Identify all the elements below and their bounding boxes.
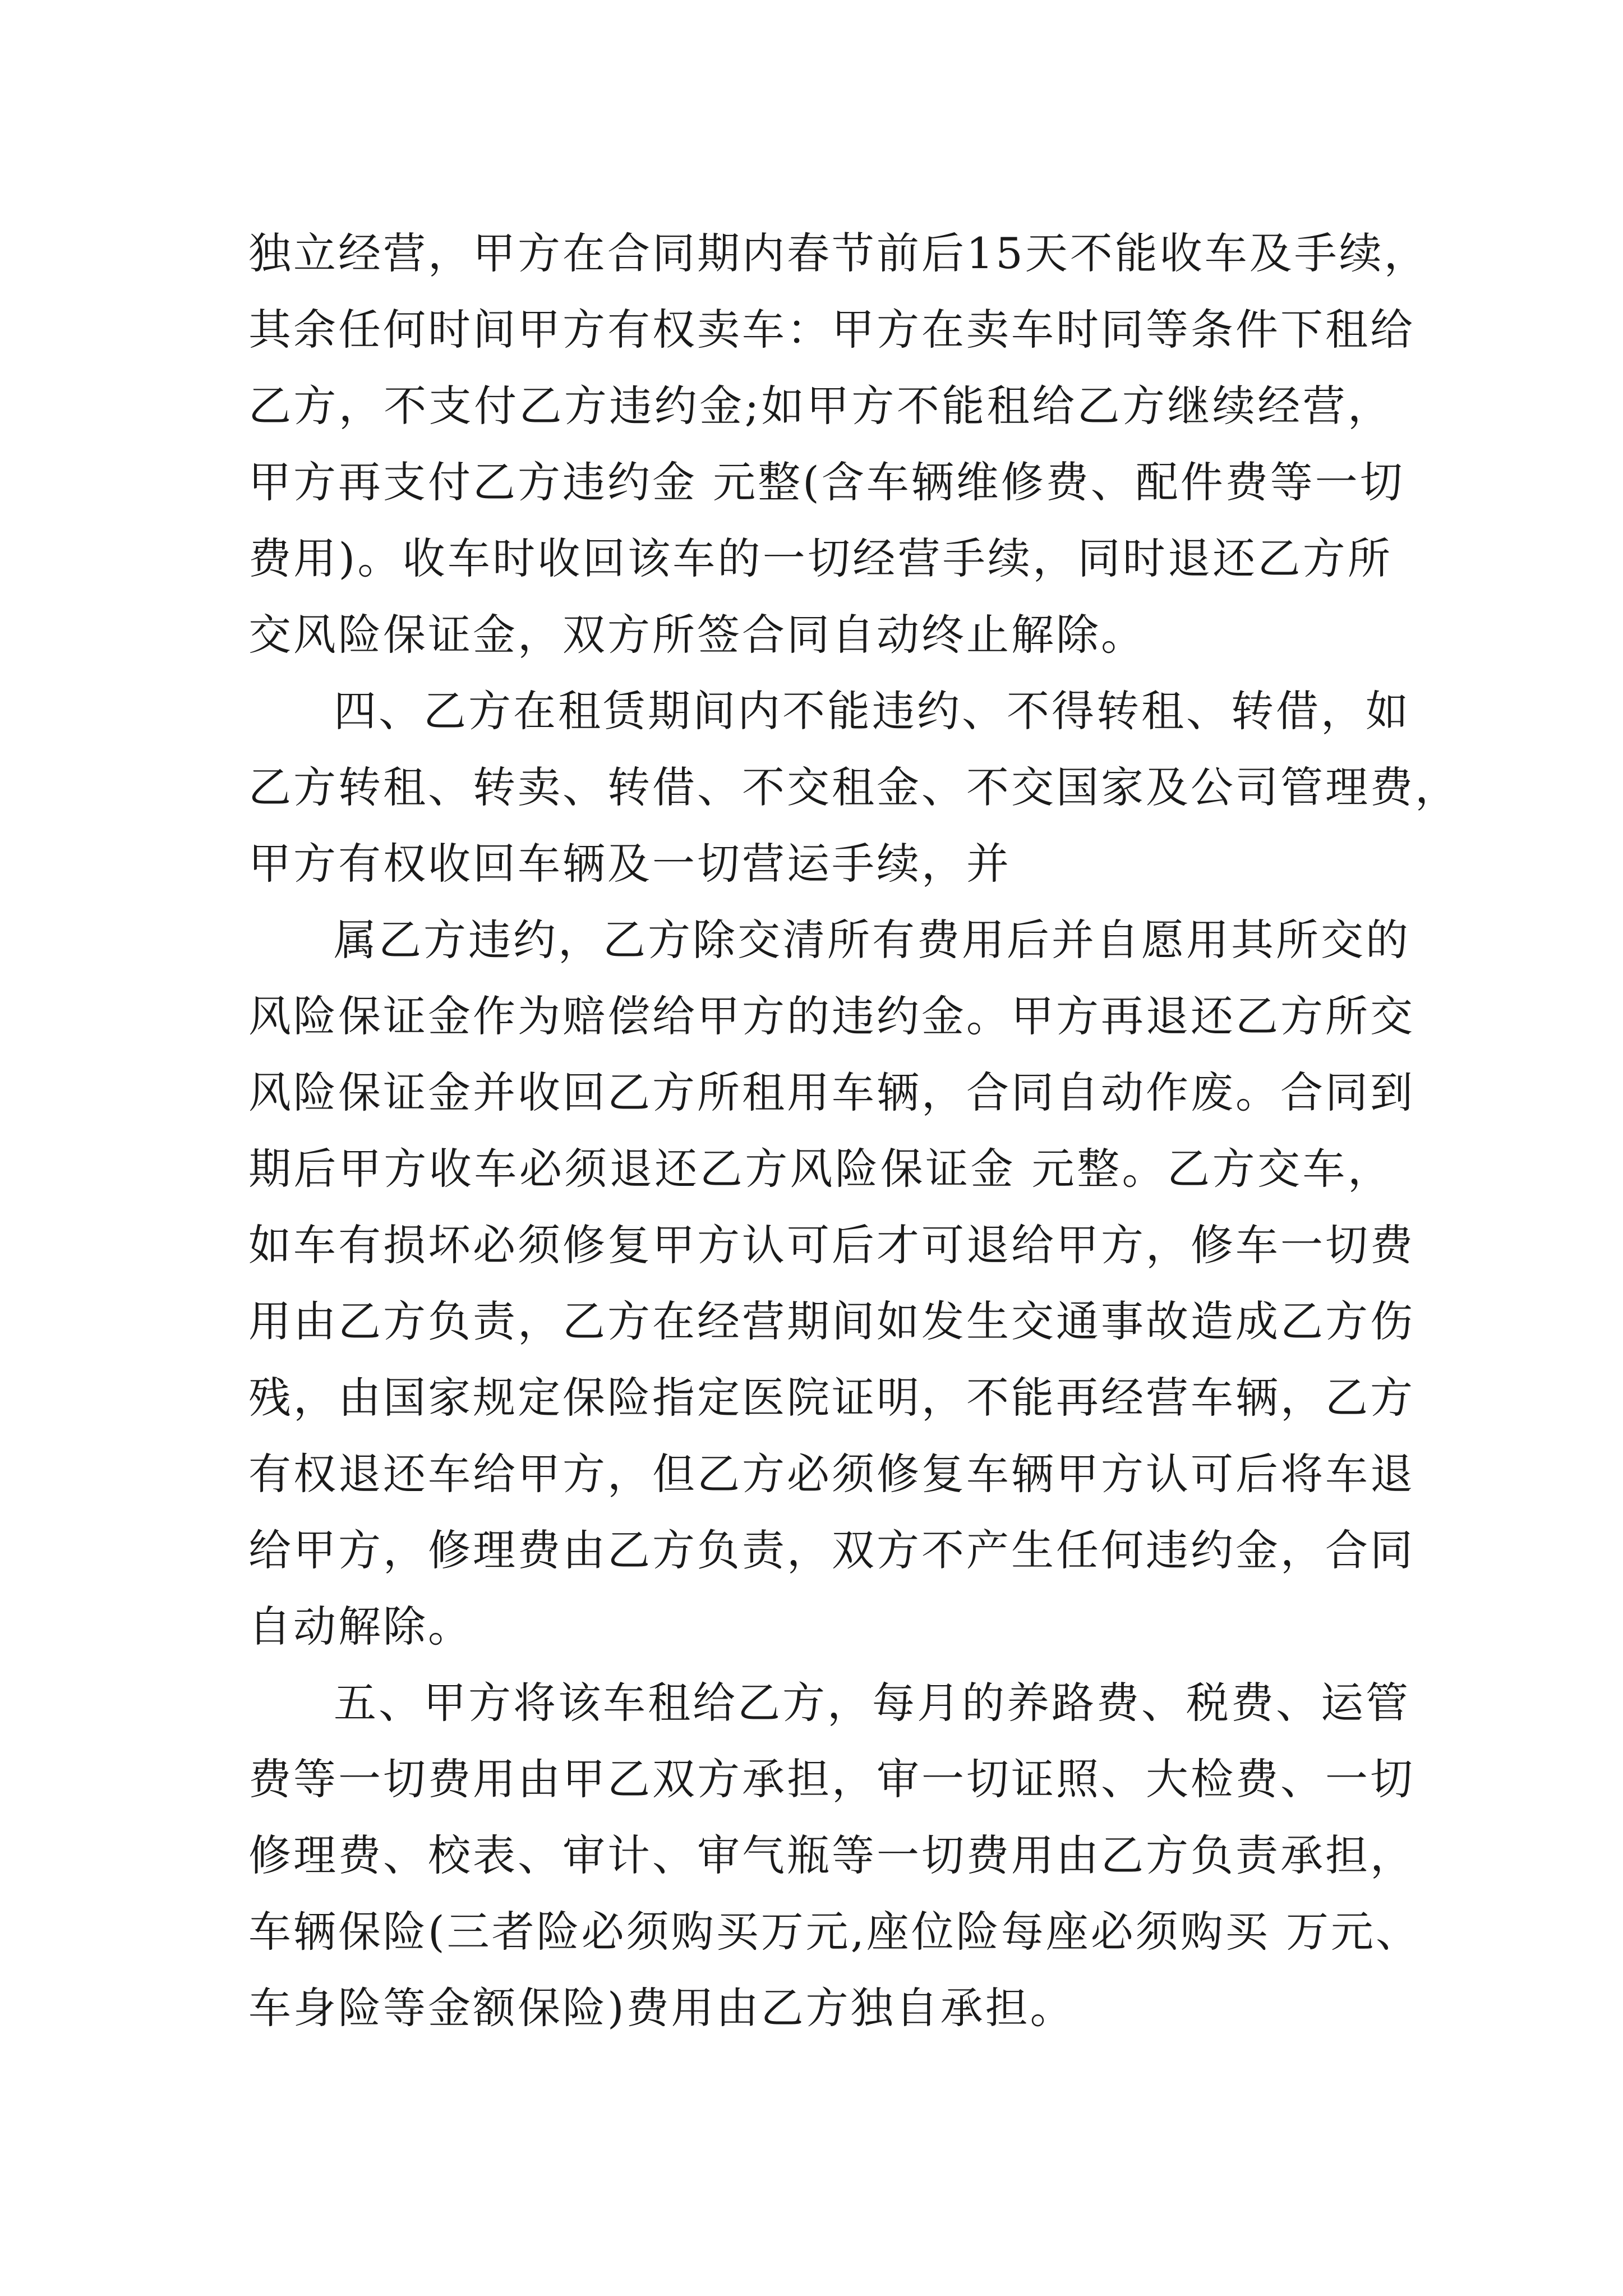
paragraph-1 <box>248 215 1429 673</box>
text-line: 残，由国家规定保险指定医院证明，不能再经营车辆，乙方 <box>248 1373 1415 1423</box>
text-line: 交风险保证金，双方所签合同自动终止解除。 <box>248 610 1146 660</box>
text-line: 乙方转租、转卖、转借、不交租金、不交国家及公司管理费， <box>248 762 1460 812</box>
text-line: 乙方，不支付乙方违约金;如甲方不能租给乙方继续经营， <box>248 381 1393 431</box>
text-line: 其余任何时间甲方有权卖车：甲方在卖车时同等条件下租给 <box>248 305 1415 355</box>
text-line: 如车有损坏必须修复甲方认可后才可退给甲方，修车一切费 <box>248 1220 1415 1270</box>
text-line: 期后甲方收车必须退还乙方风险保证金 元整。乙方交车， <box>248 1144 1393 1194</box>
text-line: 费等一切费用由甲乙双方承担，审一切证照、大检费、一切 <box>248 1754 1415 1804</box>
text-line: 给甲方，修理费由乙方负责，双方不产生任何违约金，合同 <box>248 1525 1415 1575</box>
paragraph-4 <box>248 1665 1421 2046</box>
text-line: 五、甲方将该车租给乙方，每月的养路费、税费、运管 <box>334 1678 1410 1728</box>
text-line: 车辆保险(三者险必须购买万元,座位险每座必须购买 万元、 <box>248 1907 1421 1957</box>
text-line: 修理费、校表、审计、审气瓶等一切费用由乙方负责承担， <box>248 1830 1415 1880</box>
text-line: 风险保证金作为赔偿给甲方的违约金。甲方再退还乙方所交 <box>248 991 1415 1041</box>
text-line: 自动解除。 <box>248 1602 473 1651</box>
document-body <box>248 215 1460 2046</box>
text-line: 风险保证金并收回乙方所租用车辆，合同自动作废。合同到 <box>248 1068 1415 1117</box>
text-line: 甲方再支付乙方违约金 元整(含车辆维修费、配件费等一切 <box>248 457 1405 507</box>
text-line: 四、乙方在租赁期间内不能违约、不得转租、转借，如 <box>334 686 1410 736</box>
text-line: 属乙方违约，乙方除交清所有费用后并自愿用其所交的 <box>334 915 1410 965</box>
text-line: 费用)。收车时收回该车的一切经营手续，同时退还乙方所 <box>248 533 1393 583</box>
text-line: 有权退还车给甲方，但乙方必须修复车辆甲方认可后将车退 <box>248 1449 1415 1499</box>
text-line: 车身险等金额保险)费用由乙方独自承担。 <box>248 1983 1075 2033</box>
text-line: 甲方有权收回车辆及一切营运手续，并 <box>248 839 1011 889</box>
text-line: 用由乙方负责，乙方在经营期间如发生交通事故造成乙方伤 <box>248 1296 1415 1346</box>
paragraph-2 <box>248 673 1460 902</box>
paragraph-3 <box>248 902 1415 1665</box>
text-line: 独立经营，甲方在合同期内春节前后15天不能收车及手续， <box>248 228 1429 278</box>
